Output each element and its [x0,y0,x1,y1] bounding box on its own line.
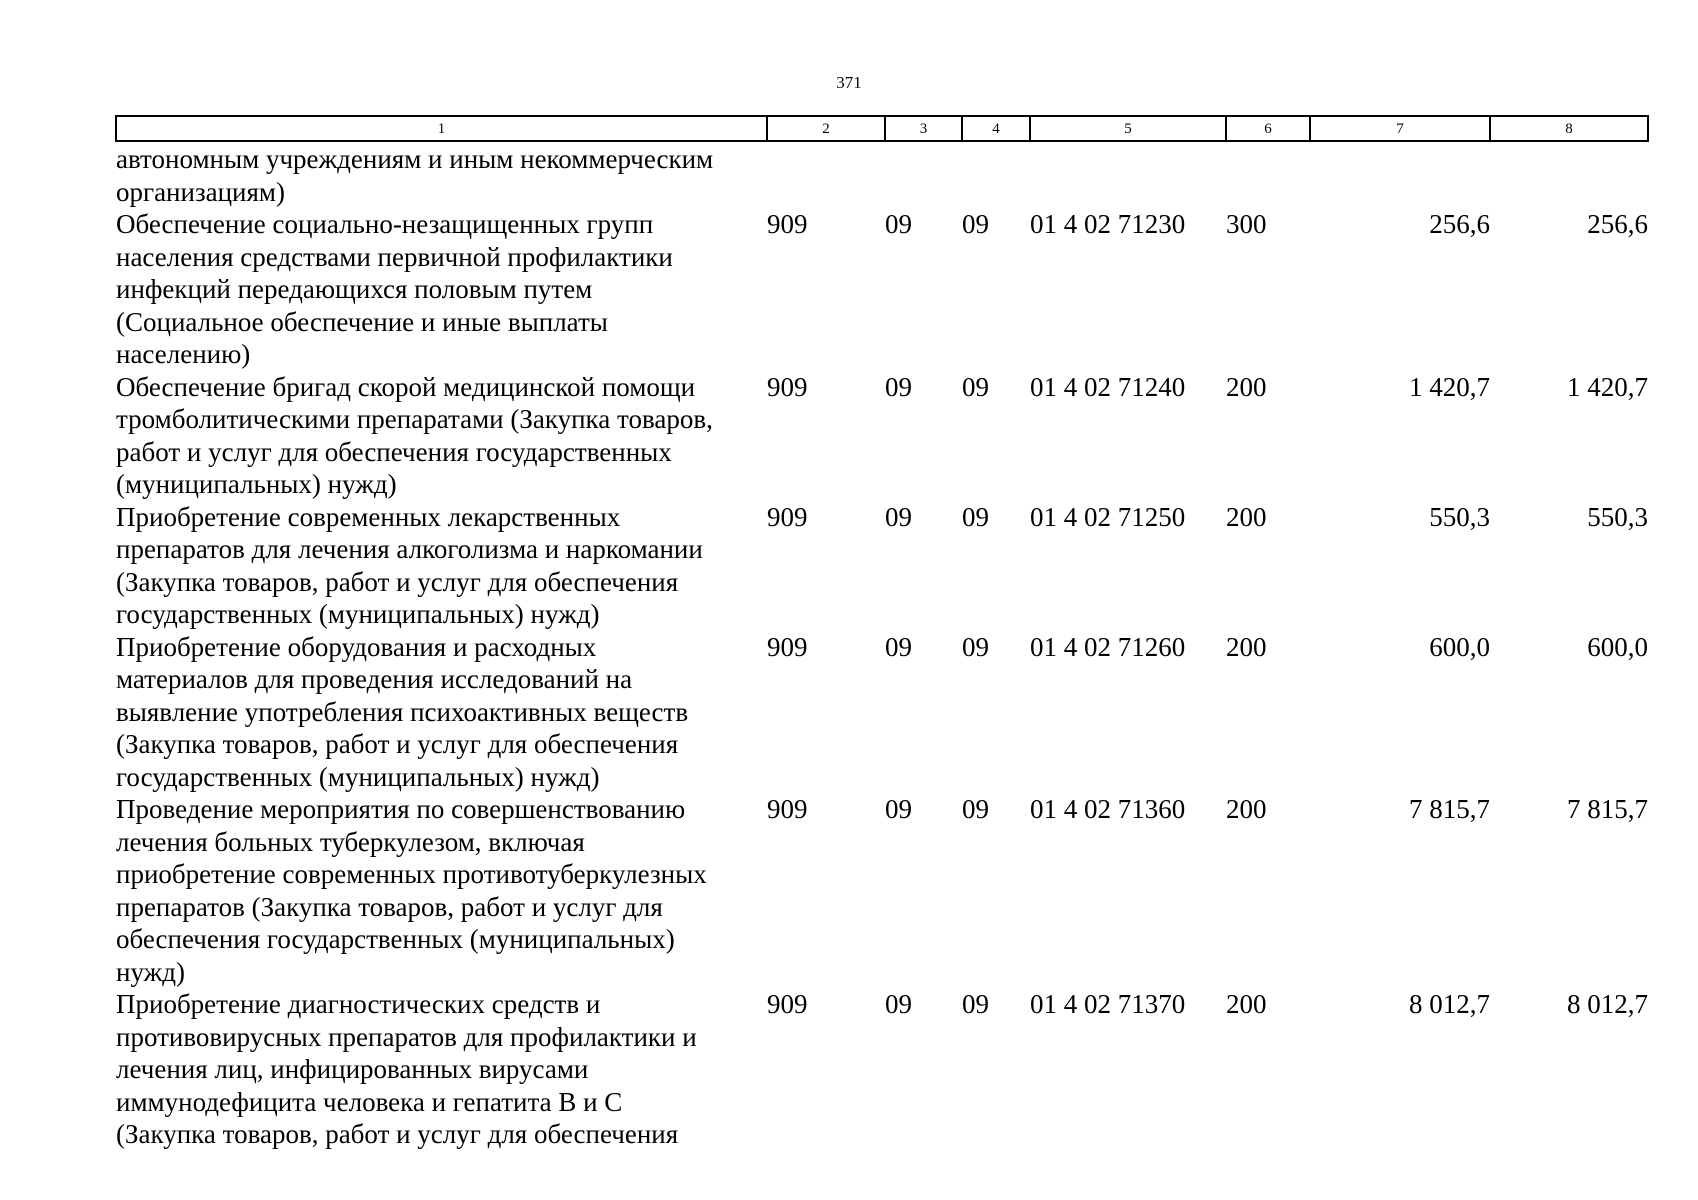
description-line: препаратов (Закупка товаров, работ и услуг для [116,891,663,922]
target-article-cell: 01 4 02 71370 [1030,989,1186,1019]
description-line: нужд) [116,956,185,987]
page-number: 371 [836,73,862,92]
ministry-code-cell: 909 [767,631,808,662]
description-line: (Закупка товаров, работ и услуг для обеспечения [116,566,679,597]
expense-description [116,371,767,501]
subsection-code-cell: 09 [962,371,989,402]
expense-description [116,988,767,1151]
expense-description [116,793,767,988]
subsection-code-cell: 09 [962,501,989,532]
amount-year1-cell: 550,3 [1429,501,1490,532]
table-row [116,371,1648,501]
description-line: Приобретение оборудования и расходных [116,631,597,662]
target-article-cell: 01 4 02 71360 [1030,794,1186,824]
description-line: тромболитическими препаратами (Закупка товаров, [116,404,713,434]
section-code-cell: 09 [885,989,912,1019]
header-col-1: 1 [116,116,767,141]
ministry-code-cell: 909 [767,501,808,532]
description-line: (муниципальных) нужд) [116,469,397,499]
description-line: Приобретение современных лекарственных [116,501,621,532]
amount-year1-cell: 256,6 [1429,209,1490,239]
expense-type-cell: 200 [1226,501,1267,532]
section-code-cell: 09 [885,371,912,402]
empty-cell [767,141,885,208]
expense-type-cell: 200 [1226,631,1267,662]
amount-year2-cell: 550,3 [1587,501,1648,532]
budget-table [115,115,1649,1151]
continuation-row [116,141,1648,208]
description-line: населения средствами первичной профилактики [116,241,673,272]
table-row [116,793,1648,988]
target-article-cell: 01 4 02 71230 [1030,209,1186,239]
target-article-cell: 01 4 02 71260 [1030,631,1186,662]
section-code-cell: 09 [885,209,912,239]
header-col-6: 6 [1226,116,1310,141]
description-line: выявление употребления психоактивных веществ [116,696,689,727]
subsection-code-cell: 09 [962,989,989,1019]
expense-description [116,501,767,631]
description-line: государственных (муниципальных) нужд) [116,599,600,629]
description-line: (Социальное обеспечение и иные выплаты [116,306,608,337]
amount-year1-cell: 600,0 [1429,631,1490,662]
expense-type-cell: 200 [1226,371,1267,402]
ministry-code-cell: 909 [767,209,808,239]
section-code-cell: 09 [885,631,912,662]
description-line: препаратов для лечения алкоголизма и наркомании [116,534,703,564]
section-code-cell: 09 [885,501,912,532]
header-col-8: 8 [1490,116,1648,141]
header-col-2: 2 [767,116,885,141]
table-row [116,631,1648,794]
column-number-header [116,116,1648,141]
expense-type-cell: 200 [1226,989,1267,1019]
empty-cell [1226,141,1310,208]
amount-year1-cell: 8 012,7 [1409,989,1490,1019]
empty-cell [962,141,1030,208]
continuation-description [116,141,767,208]
description-line: иммунодефицита человека и гепатита В и С [116,1086,623,1117]
ministry-code-cell: 909 [767,989,808,1019]
description-line: приобретение современных противотуберкулезных [116,859,707,889]
subsection-code-cell: 09 [962,794,989,824]
amount-year2-cell: 256,6 [1587,209,1648,239]
description-line: (Закупка товаров, работ и услуг для обеспечения [116,729,679,759]
description-line: материалов для проведения исследований на [116,664,633,694]
description-line: обеспечения государственных (муниципальных) [116,924,675,954]
amount-year1-cell: 1 420,7 [1409,371,1490,402]
section-code-cell: 09 [885,794,912,824]
expense-type-cell: 200 [1226,794,1267,824]
target-article-cell: 01 4 02 71240 [1030,371,1186,402]
description-line: организациям) [116,176,286,207]
description-line: Приобретение диагностических средств и [116,989,601,1019]
amount-year1-cell: 7 815,7 [1409,794,1490,824]
header-col-5: 5 [1030,116,1226,141]
description-line: Обеспечение бригад скорой медицинской помощи [116,371,696,402]
description-line: лечения лиц, инфицированных вирусами [116,1054,589,1084]
subsection-code-cell: 09 [962,209,989,239]
expense-type-cell: 300 [1226,209,1267,239]
target-article-cell: 01 4 02 71250 [1030,501,1186,532]
ministry-code-cell: 909 [767,371,808,402]
description-line: (Закупка товаров, работ и услуг для обеспечения [116,1119,679,1149]
description-line: Обеспечение социально-незащищенных групп [116,209,654,239]
header-col-4: 4 [962,116,1030,141]
description-line: лечения больных туберкулезом, включая [116,826,585,857]
amount-year2-cell: 8 012,7 [1567,989,1648,1019]
table-row [116,208,1648,371]
description-line: государственных (муниципальных) нужд) [116,761,600,792]
ministry-code-cell: 909 [767,794,808,824]
header-col-3: 3 [885,116,962,141]
expense-description [116,631,767,794]
table-row [116,501,1648,631]
description-line: автономным учреждениям и иным некоммерческим [116,144,714,174]
description-line: населению) [116,339,251,369]
expense-description [116,208,767,371]
empty-cell [1310,141,1490,208]
amount-year2-cell: 7 815,7 [1567,794,1648,824]
subsection-code-cell: 09 [962,631,989,662]
description-line: Проведение мероприятия по совершенствованию [116,794,686,824]
description-line: инфекций передающихся половым путем [116,274,593,304]
amount-year2-cell: 600,0 [1587,631,1648,662]
empty-cell [885,141,962,208]
empty-cell [1490,141,1648,208]
header-col-7: 7 [1310,116,1490,141]
description-line: работ и услуг для обеспечения государственных [116,436,672,467]
description-line: противовирусных препаратов для профилактики и [116,1021,697,1052]
amount-year2-cell: 1 420,7 [1567,371,1648,402]
empty-cell [1030,141,1226,208]
table-row [116,988,1648,1151]
